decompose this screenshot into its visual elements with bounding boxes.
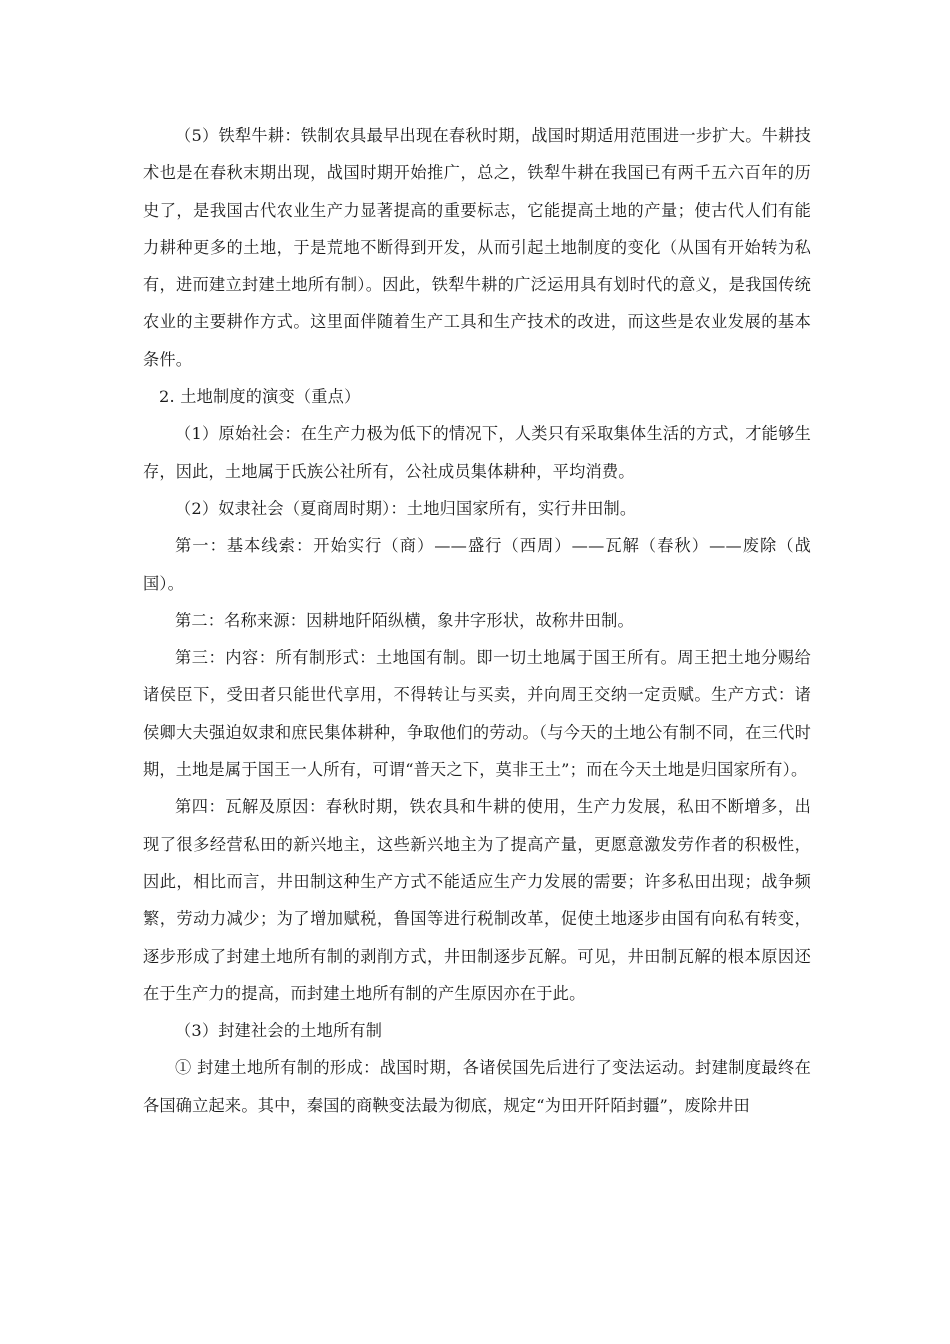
section-heading-land-system: 2. 土地制度的演变（重点） — [159, 387, 361, 407]
document-body — [143, 117, 811, 1124]
paragraph-feudal-heading: （3）封建社会的土地所有制 — [175, 1021, 383, 1041]
paragraph-slave-society: （2）奴隶社会（夏商周时期）：土地归国家所有，实行井田制。 — [175, 498, 637, 518]
paragraph-iron-plough-ox: （5）铁犁牛耕：铁制农具最早出现在春秋时期，战国时期适用范围进一步扩大。牛耕技术也是在春秋末期出现，战国时期开始推广，总之，铁犁牛耕在我国已有两千五六百年的历史了，是我国古代农业生产力显著提高的重要标志，它能提高土地的产量；使古代人们有能力耕种更多的土地，于是荒地不断得到开发，从而引起土地制度的变化（从国有开始转为私有，进而建立封建土地所有制）。因此，铁犁牛耕的广泛运用具有划时代的意义，是我国传统农业的主要耕作方式。这里面伴随着生产工具和生产技术的改进，而这些是农业发展的基本条件。 — [143, 126, 811, 369]
paragraph-third-content: 第三：内容：所有制形式：土地国有制。即一切土地属于国王所有。周王把土地分赐给诸侯臣下，受田者只能世代享用，不得转让与买卖，并向周王交纳一定贡赋。生产方式：诸侯卿大夫强迫奴隶和庶民集体耕种，争取他们的劳动。（与今天的土地公有制不同，在三代时期，土地是属于国王一人所有，可谓“普天之下，莫非王土”；而在今天土地是归国家所有）。 — [143, 648, 811, 780]
paragraph-second-name-origin: 第二：名称来源：因耕地阡陌纵横，象井字形状，故称井田制。 — [175, 610, 634, 630]
paragraph-primitive-society: （1）原始社会：在生产力极为低下的情况下，人类只有采取集体生活的方式，才能够生存，因此，土地属于氏族公社所有，公社成员集体耕种，平均消费。 — [143, 424, 811, 481]
paragraph-fourth-collapse: 第四：瓦解及原因：春秋时期，铁农具和牛耕的使用，生产力发展，私田不断增多，出现了很多经营私田的新兴地主，这些新兴地主为了提高产量，更愿意激发劳作者的积极性，因此，相比而言，井田制这种生产方式不能适应生产力发展的需要；许多私田出现；战争频繁，劳动力减少；为了增加赋税，鲁国等进行税制改革，促使土地逐步由国有向私有转变，逐步形成了封建土地所有制的剥削方式，井田制逐步瓦解。可见，井田制瓦解的根本原因还在于生产力的提高，而封建土地所有制的产生原因亦在于此。 — [143, 797, 811, 1003]
paragraph-first-clue: 第一：基本线索：开始实行（商）——盛行（西周）——瓦解（春秋）——废除（战国）。 — [143, 536, 811, 593]
paragraph-feudal-formation: ① 封建土地所有制的形成：战国时期，各诸侯国先后进行了变法运动。封建制度最终在各国确立起来。其中，秦国的商鞅变法最为彻底，规定“为田开阡陌封疆”，废除井田 — [143, 1058, 811, 1115]
